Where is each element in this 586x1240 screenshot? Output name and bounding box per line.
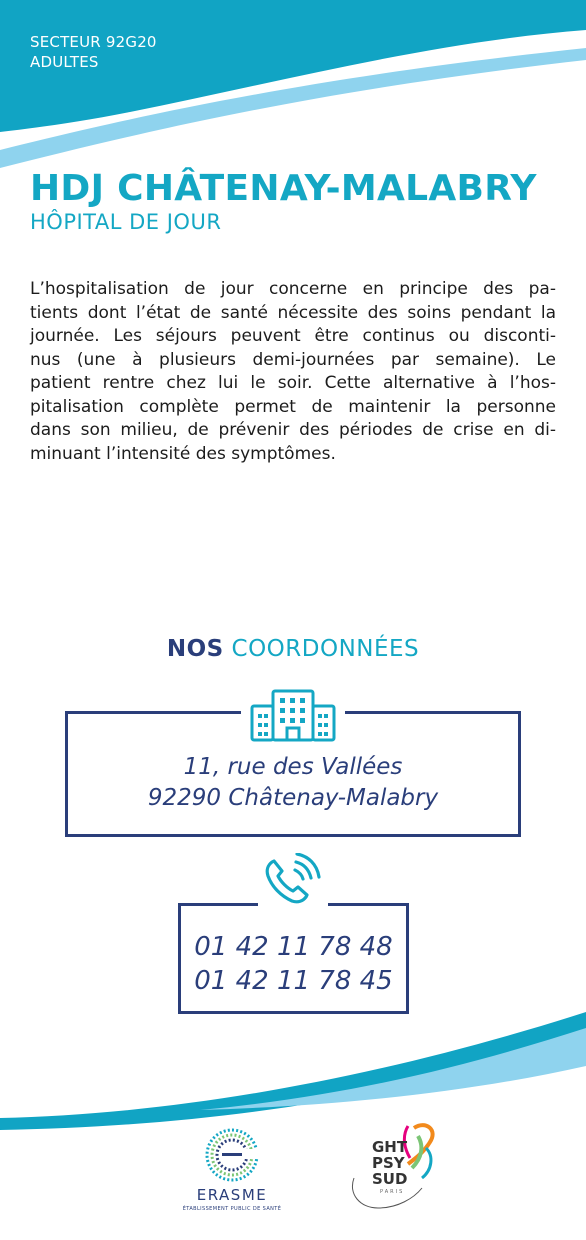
sector-label — [30, 32, 157, 72]
phone-number-2[interactable]: 01 42 11 78 45 — [194, 966, 393, 996]
description-line: dans son milieu, de prévenir des périodes de crise en di- — [30, 420, 556, 440]
contact-heading-bold: NOS — [166, 636, 224, 662]
phone-icon — [262, 853, 324, 908]
sector-code: SECTEUR 92G20 — [30, 33, 157, 51]
description-line: journée. Les séjours peuvent être continus ou disconti- — [30, 326, 556, 346]
description-line: L’hospitalisation de jour concerne en principe des pa- — [30, 279, 556, 299]
ght-text-4: PARIS — [380, 1189, 405, 1195]
ght-text-2: PSY — [372, 1154, 405, 1172]
description-line: nus (une à plusieurs demi-journées par semaine). Le — [30, 349, 556, 370]
phone-box — [178, 903, 409, 1014]
description-line: minuant l’intensité des symptômes. — [30, 443, 336, 464]
bottom-wave-decoration — [0, 1000, 586, 1140]
phone-number-1[interactable]: 01 42 11 78 48 — [194, 932, 393, 962]
sector-population: ADULTES — [30, 53, 99, 71]
page-title: HDJ CHÂTENAY-MALABRY — [30, 168, 537, 209]
contact-heading-light: COORDONNÉES — [231, 636, 420, 662]
erasme-name: ERASME — [196, 1186, 268, 1204]
contact-heading — [0, 636, 586, 662]
erasme-logo-icon — [204, 1127, 260, 1183]
description-line: patient rentre chez lui le soir. Cette alternative à l’hos- — [30, 373, 556, 393]
description-line: pitalisation complète permet de maintenir la personne — [30, 396, 556, 417]
building-icon — [249, 688, 337, 742]
address-city: 92290 Châtenay-Malabry — [147, 785, 439, 811]
page-subtitle: HÔPITAL DE JOUR — [30, 210, 222, 234]
top-wave-decoration — [0, 0, 586, 190]
address-street: 11, rue des Vallées — [183, 754, 403, 780]
ght-text-3: SUD — [372, 1170, 408, 1188]
erasme-tagline: ÉTABLISSEMENT PUBLIC DE SANTÉ — [182, 1206, 282, 1212]
description-line: tients dont l’état de santé nécessite des soins pendant la — [30, 302, 556, 323]
ght-text-1: GHT — [372, 1138, 408, 1156]
description-paragraph — [30, 278, 556, 466]
